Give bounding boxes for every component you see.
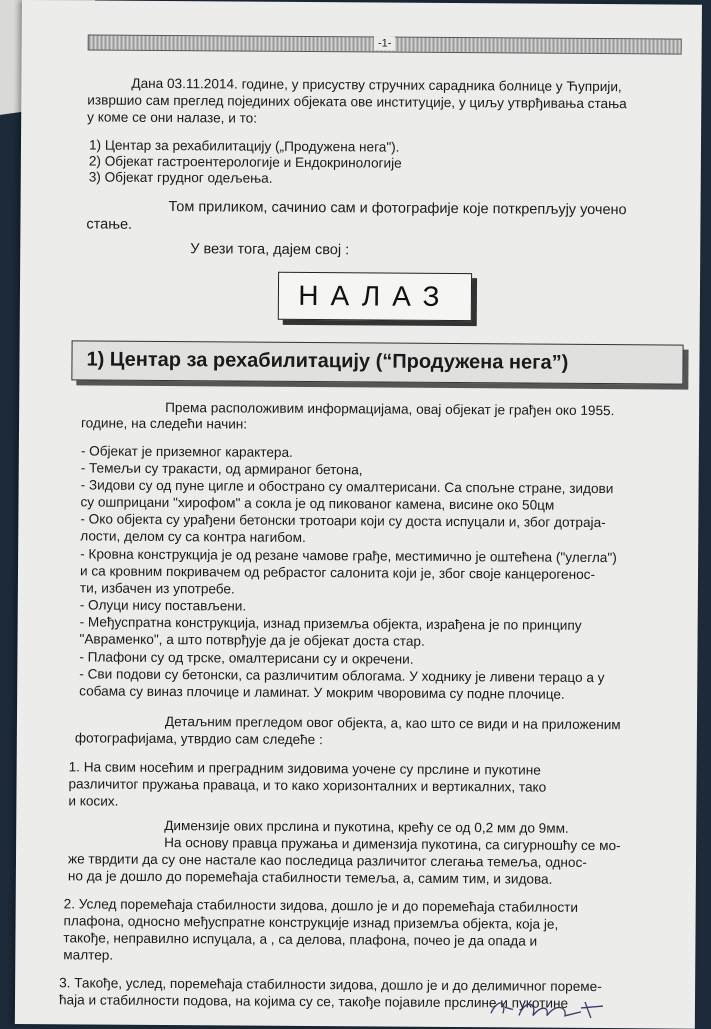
finding-line: малтер. — [63, 947, 114, 963]
bullet-line: су ошприцани "хирофом" а сокла је од пикованог камена, висине око 50цм — [80, 494, 555, 513]
finding-line: но да је дошло до поремећаја стабилности темеља, а, самим тим, и зидова. — [67, 868, 553, 887]
bullet-line: - Кровна конструкција је од резане чамове грађе, местимично је оштећена ("улегла") — [80, 546, 617, 566]
object-item-1: 1) Центар за рехабилитацију („Продужена нега"). — [88, 137, 400, 155]
finding-line: На основу правца пружања и димензија пукотина, са сигурношћу се мо- — [164, 835, 621, 854]
handwritten-signature — [485, 993, 625, 1024]
section-1-paragraph-line-2: године, на следећи начин: — [80, 415, 248, 432]
bullet-line: ти, избачен из употребе. — [79, 580, 235, 597]
bullet-line: - Темељи су тракасти, од армираног бетона, — [80, 460, 363, 478]
bullet-line: - Плафони су од трске, омалтерисани су и окречени. — [79, 649, 414, 667]
object-item-3: 3) Објекат грудног одељења. — [88, 169, 273, 186]
finding-line: и косих. — [68, 793, 119, 809]
bullet-line: лости, делом су са контра нагибом. — [80, 528, 306, 545]
finding-line: такође, неправилно испуцала, а , са делова, плафона, почео је да опада и — [63, 930, 538, 949]
bullet-line: собама су виназ плочице и ламинат. У мокрим чворовима су подне плочице. — [79, 683, 565, 702]
bullet-line: - Око објекта су урађени бетонски тротоари који су доста испуцали и, због дотраја- — [80, 511, 606, 531]
bullet-line: и са кровним покривачем од ребрастог салонита који је, због своје канцерогенос- — [79, 563, 596, 583]
photos-line-2: стање. — [86, 216, 133, 233]
detail-line-1: Детаљним прегледом овог објекта, а, као што се види и на приложеним — [164, 714, 621, 733]
page-number: -1- — [374, 36, 396, 50]
page-header-bar — [88, 34, 682, 54]
regarding-text: У вези тога, дајем свој : — [190, 241, 350, 259]
bullet-line: - Објекат је приземног карактера. — [80, 443, 293, 460]
bullet-line: - Сви подови су бетонски, са различитим облогама. У ходнику је ливени терацо а у — [79, 666, 605, 686]
bullet-line: - Међуспратна конструкција, изнад приземља објекта, израђена је по принципу — [79, 614, 582, 633]
intro-line-1: Дана 03.11.2014. године, у присуству стручних сарадника болнице у Ћуприји, — [131, 75, 622, 95]
finding-line: ћаја и стабилности подова, на којима су се, такође појавиле прслине и пукотине — [58, 992, 569, 1011]
section-1-title: 1) Центар за рехабилитацију (“Продужена нега”) — [86, 348, 569, 374]
intro-line-2: извршио сам преглед појединих објеката ове институције, у циљу утврђивања стања — [87, 92, 627, 112]
intro-line-3: у коме се они налазе, и то: — [87, 109, 258, 126]
bullet-line: - Зидови су од пуне цигле и обострано су омалтерисани. Са спољне стране, зидови — [80, 477, 614, 497]
finding-line: различитог пружања праваца, и то како хоризонталних и вертикалних, тако — [68, 776, 547, 795]
finding-line: же тврдити да су оне настале као последица различитог слегања темеља, однос- — [67, 851, 587, 870]
document-page — [15, 0, 702, 1029]
finding-line: плафона, односно међуспратне конструкције изнад приземља објекта, која је, — [63, 913, 559, 932]
finding-line: 2. Услед поремећаја стабилности зидова, дошло је и до поремећаја стабилности — [63, 896, 579, 915]
finding-title-box — [278, 272, 472, 321]
bullet-line: - Олуци нису постављени. — [79, 597, 247, 614]
photos-line-1: Том приликом, сачинио сам и фотографије које поткрепљују уочено — [168, 199, 627, 219]
bullet-line: "Авраменко", а што потврђује да је објекат доста стар. — [79, 631, 425, 649]
finding-line: 3. Такође, услед, поремећаја стабилности зидова, дошло је и до делимичног пореме- — [59, 975, 602, 995]
object-item-2: 2) Објекат гастроентерологије и Ендокринологије — [88, 153, 402, 171]
finding-line: Димензије ових прслина и пукотина, крећу се од 0,2 мм до 9мм. — [164, 818, 569, 836]
section-1-header — [71, 340, 683, 384]
section-1-paragraph-line-1: Према расположивим информацијама, овај објекат је грађен око 1955. — [165, 400, 615, 419]
finding-line: 1. На свим носећим и преградним зидовима уочене су прслине и пукотине — [68, 759, 541, 778]
finding-title: НАЛАЗ — [298, 279, 452, 313]
detail-line-2: фотографијама, утврдио сам следеће : — [74, 730, 323, 748]
